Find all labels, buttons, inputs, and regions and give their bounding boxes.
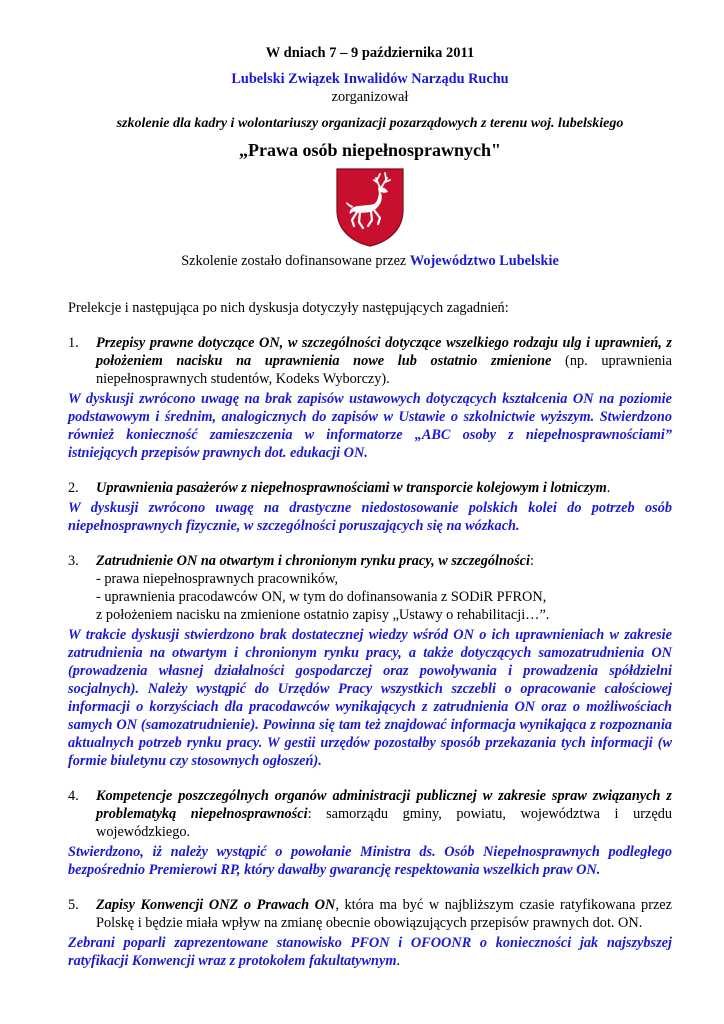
item-rest: (np. uprawnienia niepełnosprawnych studentów, Kodeks Wyborczy). xyxy=(96,353,672,387)
discussion-comment xyxy=(68,934,672,970)
item-number: 4. xyxy=(68,788,79,804)
item-subpoint: - uprawnienia pracodawców ON, w tym do dofinansowania z SODiR PFRON, xyxy=(96,589,547,605)
discussion-comment: W dyskusji zwrócono uwagę na brak zapisów ustawowych dotyczących kształcenia ON na poziomie podstawowym i średnim, analogicznych do zapisów w Ustawie o szkolnictwie wyższym. Stwierdzono również konieczność zamieszczenia w informatorze „ABC osoby z niepełnosprawnościami” istniejących przepisów prawnych dot. edukacji ON. xyxy=(68,391,672,461)
item-rest: : samorządu gminy, powiatu, województwa i urzędu wojewódzkiego. xyxy=(96,806,672,840)
list-item xyxy=(68,479,672,497)
item-number: 3. xyxy=(68,553,79,569)
item-topic: Kompetencje poszczególnych organów administracji publicznej w zakresie spraw związanych z problematyką niepełnosprawności xyxy=(96,788,672,822)
organization-name: Lubelski Związek Inwalidów Narządu Ruchu xyxy=(231,71,509,87)
item-topic: Zatrudnienie ON na otwartym i chronionym rynku pracy, w szczególności xyxy=(96,553,530,569)
item-topic: Uprawnienia pasażerów z niepełnosprawnościami w transporcie kolejowym i lotniczym xyxy=(96,480,607,496)
item-number: 2. xyxy=(68,480,79,496)
training-description: szkolenie dla kadry i wolontariuszy organizacji pozarządowych z terenu woj. lubelskiego xyxy=(116,116,624,131)
item-number: 5. xyxy=(68,897,79,913)
item-topic: Zapisy Konwencji ONZ o Prawach ON xyxy=(96,897,336,913)
funding-name: Województwo Lubelskie xyxy=(409,253,559,269)
list-item xyxy=(68,896,672,932)
item-subpoint: - prawa niepełnosprawnych pracowników, xyxy=(96,571,339,587)
item-body xyxy=(96,552,672,624)
item-rest: . xyxy=(606,480,611,496)
list-item xyxy=(68,334,672,388)
lublin-deer-coat-of-arms-icon xyxy=(334,166,406,248)
funding-line xyxy=(68,252,672,270)
document-page xyxy=(68,44,672,970)
list-item xyxy=(68,787,672,841)
item-body xyxy=(96,334,672,388)
item-number: 1. xyxy=(68,335,79,351)
item-body xyxy=(96,896,672,932)
comment-tail: . xyxy=(396,953,401,969)
organized-text: zorganizował xyxy=(331,89,409,105)
intro-text: Prelekcje i następująca po nich dyskusja dotyczyły następujących zagadnień: xyxy=(68,300,509,316)
discussion-comment: W dyskusji zwrócono uwagę na drastyczne niedostosowanie polskich kolei do potrzeb osób niepełnosprawnych fizycznie, w szczególności poruszających się na wózkach. xyxy=(68,500,672,534)
item-subpoint: z położeniem nacisku na zmienione ostatnio zapisy „Ustawy o rehabilitacji…”. xyxy=(96,607,550,623)
item-body xyxy=(96,787,672,841)
item-rest: , która ma być w najbliższym czasie ratyfikowana przez Polskę i będzie miała wpływ na zmianę obecnie obowiązujących przepisów prawnych dot. ON. xyxy=(96,897,672,931)
discussion-comment: Stwierdzono, iż należy wystąpić o powołanie Ministra ds. Osób Niepełnosprawnych podległego bezpośrednio Premierowi RP, który dawałby gwarancję respektowania wszelkich praw ON. xyxy=(68,844,672,878)
item-rest: : xyxy=(529,553,534,569)
training-title: „Prawa osób niepełnosprawnych" xyxy=(238,140,502,160)
comment-text: Zebrani poparli zaprezentowane stanowisko PFON i OFOONR o konieczności jak najszybszej ratyfikacji Konwencji wraz z protokołem fakultatywnym xyxy=(68,935,672,969)
event-date: W dniach 7 – 9 października 2011 xyxy=(265,45,475,61)
item-topic: Przepisy prawne dotyczące ON, w szczególności dotyczące wszelkiego rodzaju ulg i uprawnień, z położeniem nacisku na uprawnienia nowe lub ostatnio zmienione xyxy=(96,335,672,369)
discussion-comment: W trakcie dyskusji stwierdzono brak dostatecznej wiedzy wśród ON o ich uprawnieniach w zakresie zatrudnienia na otwartym i chronionym rynku pracy, a także dotyczących samozatrudnienia ON (prowadzenia własnej działalności gospodarczej oraz powoływania i prowadzenia spółdzielni socjalnych). Należy wystąpić do Urzędów Pracy wszystkich szczebli o opracowanie całościowej informacji o korzyściach dla pracodawców wynikających z zatrudnienia ON oraz o możliwościach samych ON (samozatrudnienie). Powinna się tam też znajdować informacja wynikająca z rozpoznania aktualnych potrzeb rynku pracy. W gestii urzędów pozostałby sposób przekazania tych informacji (w formie biuletynu czy stosownych ogłoszeń). xyxy=(68,627,672,769)
funding-prefix: Szkolenie zostało dofinansowane przez xyxy=(181,253,407,269)
list-item xyxy=(68,552,672,624)
item-body xyxy=(96,479,672,497)
